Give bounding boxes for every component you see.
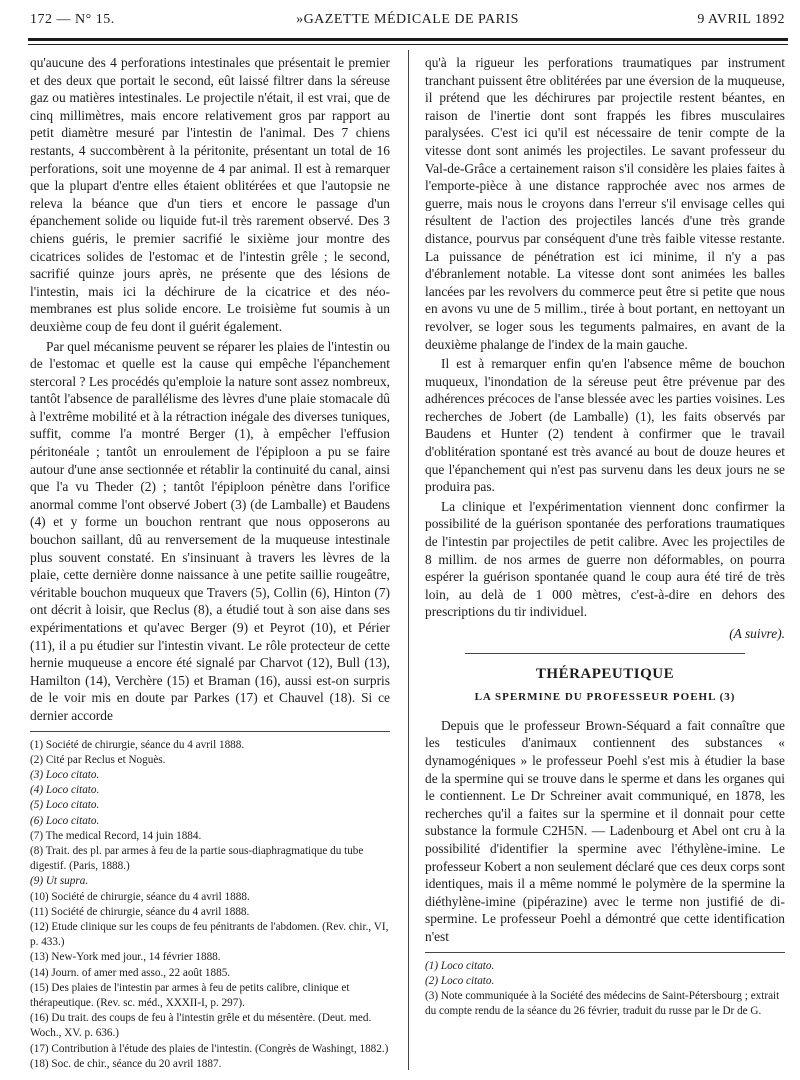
footnote-separator <box>425 952 785 953</box>
footnote: (8) Trait. des pl. par armes à feu de la partie sous-diaphragmatique du tube digestif. (Paris, 1888.) <box>30 844 364 873</box>
footnote: (3) Loco citato. <box>30 768 100 781</box>
left-column <box>30 54 390 1072</box>
section-subtitle: LA SPERMINE DU PROFESSEUR POEHL (3) <box>474 691 736 704</box>
issue-date: 9 AVRIL 1892 <box>697 12 785 27</box>
left-paragraph-1: qu'aucune des 4 perforations intestinales que présentait le premier et des deux que portait le second, eût laissé filtrer dans la séreuse gaz ou matières intestinales. Le projectile n'était, il est vrai, que de cinq millimètres, mais encore relativement gros par rapport au petit diamètre mesuré par l'intestin de l'animal. Des 7 chiens restants, 4 succombèrent à la péritonite, présentant un total de 16 perforations, soit une moyenne de 4 par animal. Il est à remarquer que la plupart d'entre elles étaient oblitérées et que l'autopsie ne releva la béance que d'un tiers et encore le passage d'un épanchement solide ou liquide fut-il très rarement observé. Des 3 chiens guéris, le premier sacrifié le sixième jour montre des cicatrices solides de l'estomac et de l'intestin grêle ; le second, sacrifié quinze jours après, ne présente que des lésions de l'intestin, mais ici la déchirure de la cicatrice et des néo-membranes est plus solide encore. Le troisième fut soumis à un deuxième coup de feu dont il guérit également. <box>30 55 390 334</box>
right-paragraph-3: La clinique et l'expérimentation viennent donc confirmer la possibilité de la guérison spontanée des perforations traumatiques de l'intestin par projectiles de petit calibre. Avec les projectiles de 8 millim. de nos armes de guerre non déformables, on pourra espérer la guérison spontanée quand le coup aura été tiré de très loin, au delà de 1 000 mètres, c'est-à-dire en dehors des prescriptions du tir individuel. <box>425 498 785 620</box>
footnote: (1) Loco citato. <box>425 959 495 972</box>
footnote: (17) Contribution à l'étude des plaies de l'intestin. (Congrès de Washingt, 1882.) <box>30 1042 389 1055</box>
footnote: (14) Journ. of amer med asso., 22 août 1885. <box>30 966 231 979</box>
footnote: (6) Loco citato. <box>30 814 100 827</box>
section-title: THÉRAPEUTIQUE <box>535 665 675 682</box>
right-footnotes <box>425 959 785 1020</box>
section-paragraph-1: Depuis que le professeur Brown-Séquard a fait connaître que les testicules d'animaux contiennent des substances « dynamogéniques » le professeur Poehl s'est mis à étudier la base de la spermine qui se trouve dans le sperme et dans les organes qui le contiennent. Le Dr Schreiner avait communiqué, en 1878, les recherches qu'il a faites sur la spermine et il donnait pour cette substance la formule C2H5N. — Ladenbourg et Abel ont cru à la possibilité d'identifier la spermine avec l'éthylène-imine. Le professeur Kobert a non seulement déclaré que ces deux corps sont identiques, mais il a même nommé le polymère de la spermine la diéthylène-imine (pipérazine) avec le terme non justifié de di-spermine. Le professeur Poehl a démontré que cette identification n'est <box>425 717 785 944</box>
left-paragraph-2: Par quel mécanisme peuvent se réparer les plaies de l'intestin ou de l'estomac et quelle est la cause qui empêche l'épanchement stercoral ? Les procédés qu'emploie la nature sont assez nombreux, tantôt l'absence de parallélisme des lèvres d'une plaie stomacale dû à l'extrême mobilité et à la rétraction inégale des diverses tuniques, suffit, comme l'a montré Berger (1), à empêcher l'effusion péritonéale ; tantôt un enroulement de l'épiploon a pu se faire autour d'une anse sectionnée et rétablir la continuité du canal, ainsi que l'a vu Theder (2) ; tantôt l'épiploon pénètre dans l'orifice anormal comme l'ont observé Jobert (3) (de Lamballe) et Baudens (4) et y forme un bouchon rentrant que nous opposerons au bouchon saillant, dû au renversement de la muqueuse intestinale plus souvent constaté. En s'insinuant à travers les lèvres de la plaie, cette dernière donne naissance à une petite saillie rougeâtre, véritable bouchon muqueux que Travers (5), Collin (6), Hinton (7) ont décrit à loisir, que Reclus (8), a étudié tout à son aise dans ses expérimentations et qu'avec Berger (9) et Peyrot (10), et Périer (11), il a pu étudier sur l'intestin vivant. Le rôle protecteur de cette hernie muqueuse a encore été signalé par Charvot (12), Bull (13), Hamilton (14), Verchère (15) et Braman (16), aussi est-on surpris de le voir mis en doute par Parkes (17) et Chauvel (18). Si ce dernier accorde <box>30 338 390 723</box>
right-paragraph-2: Il est à remarquer enfin qu'en l'absence même de bouchon muqueux, l'inondation de la séreuse peut être prévenue par des adhérences précoces de l'anse blessée avec les parties voisines. Les recherches de Jobert (de Lamballe) (1), les faits observés par Baudens et Hunter (2) tendent à confirmer que le travail d'oblitération spontané est très avancé au bout de douze heures et que l'épanchement qui n'est pas survenu dans les deux jours ne se produira pas. <box>425 356 785 495</box>
footnote: (2) Loco citato. <box>425 974 495 987</box>
footnote: (5) Loco citato. <box>30 799 100 812</box>
header-rule-thin <box>28 44 788 45</box>
footnote: (15) Des plaies de l'intestin par armes à feu de petits calibre, clinique et thérapeutique. (Rev. sc. méd., XXXII-I, p. 297). <box>30 981 350 1010</box>
footnote: (9) Ut supra. <box>30 875 89 888</box>
journal-title: »GAZETTE MÉDICALE DE PARIS <box>296 12 519 27</box>
footnote: (2) Cité par Reclus et Noguès. <box>30 753 166 766</box>
footnote: (16) Du trait. des coups de feu à l'intestin grêle et du mésentère. (Deut. med. Woch., XV. p. 636.) <box>30 1012 372 1040</box>
left-footnotes <box>30 738 390 1072</box>
footnote: (13) New-York med jour., 14 février 1888. <box>30 951 221 964</box>
footnote: (4) Loco citato. <box>30 784 100 797</box>
header-rule-thick <box>28 38 788 41</box>
page-header <box>30 8 785 32</box>
footnote: (7) The medical Record, 14 juin 1884. <box>30 829 202 842</box>
to-be-continued: (A suivre). <box>729 626 785 641</box>
column-divider <box>408 50 409 1070</box>
footnote: (18) Soc. de chir., séance du 20 avril 1887. <box>30 1057 222 1070</box>
right-paragraph-1: qu'à la rigueur les perforations traumatiques par instrument tranchant puissent être oblitérées par une éversion de la muqueuse, il prétend que les déchirures par projectile restent béantes, en raison de l'inertie dont sont frappés les fibres musculaires paralysées. C'est ici qu'il est nécessaire de tenir compte de la vitesse dont sont animés les projectiles. Le savant professeur du Val-de-Grâce a certainement raison s'il considère les plaies faites à l'emporte-pièce à une distance rapprochée avec nos armes de guerre, mais nous le croyons dans l'erreur s'il envisage celles qui résultent de l'action des projectiles lancés d'une très grande distance, pourvus par conséquent d'une très faible vitesse restante. La puissance de pénétration est ici minime, il n'y a pas d'ébranlement notable. La vitesse dont sont animées les balles lancées par les revolvers du commerce peut être si petite que nous en avons vu une de 5 millim., tirée à bout portant, en nettoyant un revolver, se loger sous les teguments palmaires, en avant de la deuxième phalange de l'index de la main gauche. <box>425 55 785 352</box>
page-number: 172 — N° 15. <box>30 12 115 27</box>
footnote: (10) Société de chirurgie, séance du 4 avril 1888. <box>30 890 250 903</box>
footnote: (12) Etude clinique sur les coups de feu pénitrants de l'abdomen. (Rev. chir., VI, p. 433.) <box>30 921 389 949</box>
right-column <box>425 54 785 1019</box>
footnote: (11) Société de chirurgie, séance du 4 avril 1888. <box>30 905 250 918</box>
section-separator <box>465 653 745 654</box>
footnote: (3) Note communiquée à la Société des médecins de Saint-Pétersbourg ; extrait du compte rendu de la séance du 26 février, traduit du russe par le Dr de G. <box>425 989 780 1018</box>
footnote-separator <box>30 731 390 732</box>
footnote: (1) Société de chirurgie, séance du 4 avril 1888. <box>30 738 245 751</box>
